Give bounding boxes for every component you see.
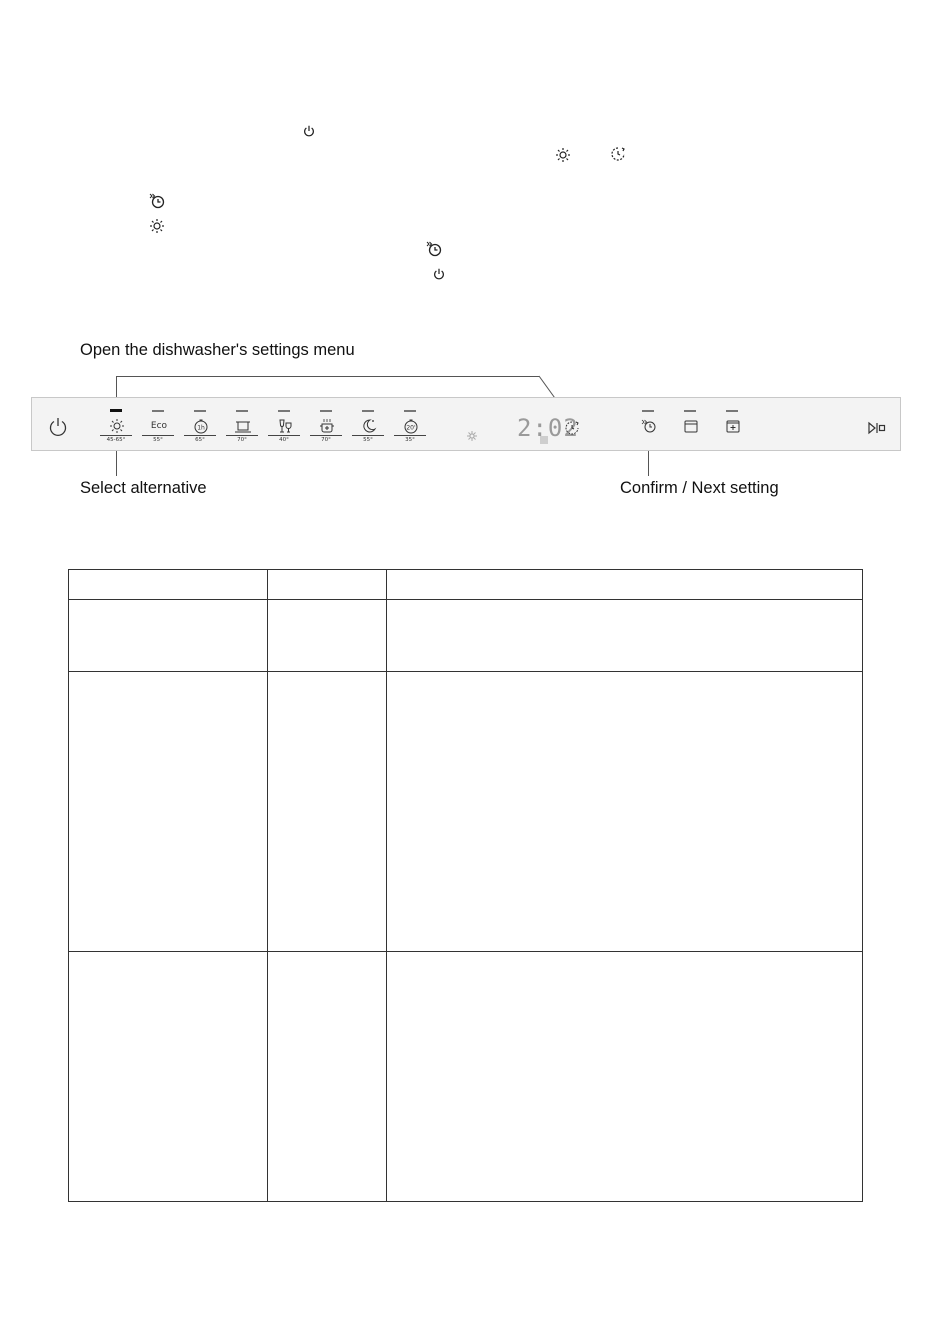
program-indicator bbox=[110, 409, 122, 412]
power-icon bbox=[432, 267, 446, 281]
program-temp: 70° bbox=[237, 437, 247, 443]
program-temp: 55° bbox=[363, 437, 373, 443]
start-pause-icon bbox=[867, 420, 887, 436]
table-header-cell bbox=[387, 570, 863, 600]
leader-line bbox=[116, 376, 539, 377]
program-temp: 70° bbox=[321, 437, 331, 443]
program-indicator bbox=[362, 410, 374, 412]
program-button-glass[interactable] bbox=[266, 398, 304, 450]
timer-icon bbox=[610, 146, 626, 162]
table-cell bbox=[69, 952, 268, 1202]
one-hour-icon bbox=[191, 418, 211, 434]
program-temp: 45-65° bbox=[106, 437, 126, 443]
sun-icon bbox=[149, 218, 165, 234]
program-button-intensive[interactable] bbox=[98, 398, 136, 450]
option-start-delay-button[interactable] bbox=[630, 398, 668, 450]
start-delay-icon bbox=[426, 241, 442, 257]
divider bbox=[394, 435, 426, 436]
option-indicator bbox=[642, 410, 654, 412]
power-icon bbox=[302, 124, 316, 138]
program-indicator bbox=[320, 410, 332, 412]
program-indicator bbox=[404, 410, 416, 412]
table-cell bbox=[387, 672, 863, 952]
program-button-night[interactable] bbox=[350, 398, 388, 450]
pot-icon bbox=[233, 418, 253, 434]
program-indicator bbox=[152, 410, 164, 412]
night-icon bbox=[359, 418, 379, 434]
rinse-aid-indicator-icon bbox=[467, 428, 477, 438]
hygiene-icon bbox=[317, 418, 337, 434]
program-temp: 40° bbox=[279, 437, 289, 443]
option-extra-dry-button[interactable] bbox=[714, 398, 752, 450]
sun-icon bbox=[555, 147, 571, 163]
divider bbox=[310, 435, 342, 436]
power-button[interactable] bbox=[40, 398, 78, 450]
table-header-cell bbox=[69, 570, 268, 600]
eco-label: Eco bbox=[150, 421, 168, 431]
table-cell bbox=[268, 952, 387, 1202]
callout-open-settings-menu: Open the dishwasher's settings menu bbox=[80, 341, 355, 359]
program-button-eco[interactable] bbox=[140, 398, 178, 450]
start-delay-icon bbox=[639, 418, 659, 434]
program-indicator bbox=[278, 410, 290, 412]
svg-text:20': 20' bbox=[406, 424, 416, 432]
option-indicator bbox=[684, 410, 696, 412]
program-indicator bbox=[194, 410, 206, 412]
program-button-hygiene[interactable] bbox=[308, 398, 346, 450]
table-header-row bbox=[69, 570, 863, 600]
lower-basket-icon bbox=[681, 418, 701, 434]
table-cell bbox=[268, 672, 387, 952]
callout-select-alternative: Select alternative bbox=[80, 479, 207, 497]
divider bbox=[268, 435, 300, 436]
table-cell bbox=[268, 600, 387, 672]
program-temp: 55° bbox=[153, 437, 163, 443]
extra-dry-icon bbox=[723, 418, 743, 434]
power-icon bbox=[47, 416, 69, 438]
start-delay-icon bbox=[149, 193, 165, 209]
divider bbox=[352, 435, 384, 436]
program-indicator bbox=[236, 410, 248, 412]
divider bbox=[184, 435, 216, 436]
program-button-1h[interactable] bbox=[182, 398, 220, 450]
control-panel bbox=[31, 397, 901, 451]
program-temp: 65° bbox=[195, 437, 205, 443]
sun-icon bbox=[107, 418, 127, 434]
option-lower-basket-button[interactable] bbox=[672, 398, 710, 450]
start-pause-button[interactable] bbox=[858, 398, 896, 450]
program-temp: 35° bbox=[405, 437, 415, 443]
settings-table bbox=[68, 569, 863, 1202]
table-cell bbox=[69, 672, 268, 952]
timer-icon bbox=[562, 420, 582, 436]
quick-20-icon bbox=[401, 418, 421, 434]
table-header-cell bbox=[268, 570, 387, 600]
divider bbox=[100, 435, 132, 436]
program-button-quick-20[interactable] bbox=[392, 398, 430, 450]
program-button-pots[interactable] bbox=[224, 398, 262, 450]
option-indicator bbox=[726, 410, 738, 412]
table-row bbox=[69, 600, 863, 672]
time-display: 2:02 bbox=[517, 414, 579, 442]
divider bbox=[226, 435, 258, 436]
table-row bbox=[69, 952, 863, 1202]
table-cell bbox=[387, 952, 863, 1202]
settings-timer-button[interactable] bbox=[553, 398, 591, 450]
table-row bbox=[69, 672, 863, 952]
salt-indicator-icon bbox=[539, 431, 549, 439]
svg-text:1h: 1h bbox=[197, 424, 205, 432]
table-cell bbox=[69, 600, 268, 672]
divider bbox=[142, 435, 174, 436]
callout-confirm-next-setting: Confirm / Next setting bbox=[620, 479, 779, 497]
glass-icon bbox=[275, 418, 295, 434]
leader-line bbox=[116, 447, 117, 476]
table-cell bbox=[387, 600, 863, 672]
